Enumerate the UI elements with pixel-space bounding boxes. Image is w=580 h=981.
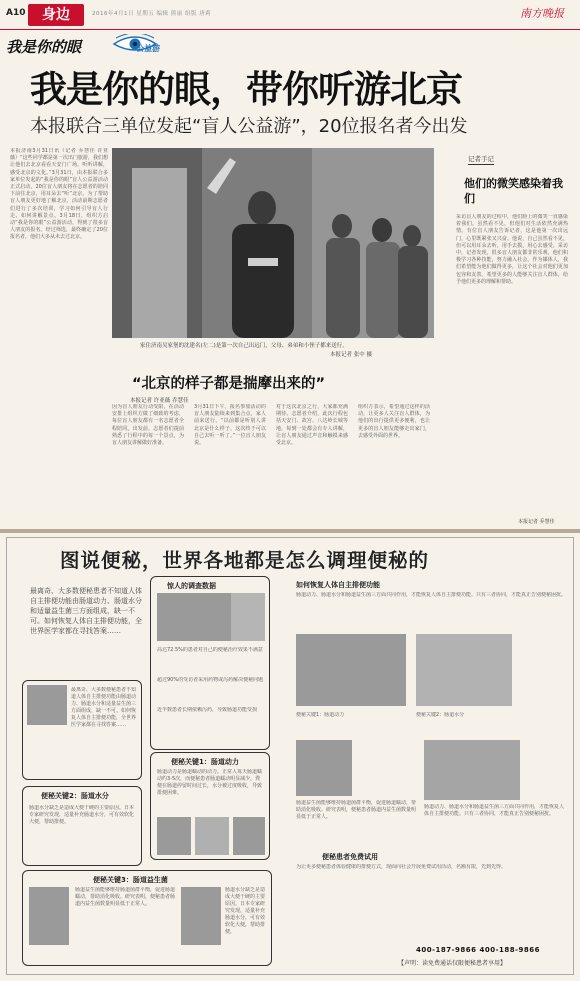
photo-placeholder-art	[112, 148, 434, 338]
restore-title: 如何恢复人体自主排便功能	[296, 581, 380, 589]
expert-photo	[181, 887, 221, 945]
key1-illustration	[157, 817, 191, 855]
story-body-column: 本报济南3月31日讯（记者 乔慧佳 许亚薇）“这些同学都是第一次出门旅游，我们想让他们去北京看看天安门广场，听听讲解，感受北京的文化。”3月31日，由本报联合多家单位发起的“我是你的眼”盲人公益游活动正式启动，20位盲人朋友将在志愿者的陪同下前往北京，用耳朵去“听”北京。为了帮助盲人朋友更好地了解北京，活动前期志愿者们进行了多次培训，学习如何引导盲人行走、如何讲解景点。3月18日，组织方启动“我是你的眼”公益游活动，得到了很多盲人朋友的报名。经过筛选，最终确定了20位报名者，他们大多从未去过北京。	[10, 148, 108, 241]
key2-box	[22, 786, 142, 866]
disclaimer-notice: 【声明：读免费通话仅限便秘患者享用】	[398, 960, 507, 967]
survey-item: 高达72.5%的患者对自己的便秘治疗效果不满意	[157, 647, 263, 653]
byline: 本报记者 许亚薇 乔慧佳	[130, 398, 189, 404]
column-tag: 公益游	[136, 44, 160, 53]
survey-title: 惊人的调查数据	[167, 582, 216, 590]
news-photo	[112, 148, 434, 338]
key1-text: 肠道动力是肠道蠕动的动力。正常人每天肠道蠕动约3-5次，而便秘患者肠道蠕动明显减少，粪便在肠道停留时间过长，水分被过度吸收，导致排便困难。	[157, 769, 263, 796]
key3-title: 便秘关键3：肠道益生菌	[93, 876, 168, 884]
story-column: 对于这次北京之行，大家都充满期待。志愿者介绍，此次行程包括天安门、故宫、八达岭长城等地，每到一处都会有专人讲解，让盲人朋友通过声音和触摸来感受北京。	[276, 404, 348, 447]
section-divider	[0, 529, 580, 533]
restore-text: 肠道动力、肠道水分和肠道益生菌三方面共同作用，才能恢复人体自主排便功能。只有三者协同，才能真正告别便秘困扰。	[296, 592, 566, 598]
key1-title: 便秘关键1：肠道动力	[171, 758, 239, 766]
product-photo	[424, 740, 520, 800]
feature-headline: 图说便秘，世界各地都是怎么调理便秘的	[60, 549, 430, 572]
survey-photo	[157, 593, 231, 641]
key1-illustration	[195, 817, 229, 855]
key1-box	[150, 752, 270, 860]
story-lower-columns	[112, 404, 434, 520]
story-column: 3月31日下午，报名参加活动的盲人朋友陆续来到集合点，家人前来送行。“以前都是听别人讲北京是什么样子，这次终于可以自己去听一听了。”一位盲人朋友说。	[194, 404, 266, 447]
page-number: A10	[6, 8, 26, 18]
story-box	[22, 680, 142, 780]
notebook-label: 记者手记	[468, 155, 494, 163]
hotline-number: 400-187-9866 400-188-9866	[416, 946, 540, 954]
column-logo: 我是你的眼	[6, 38, 82, 56]
key3-text-secondary: 肠道水分缺乏是造成大便干硬的主要原因。日本专家研究发现，适量补充肠道水分，可有效软化大便，帮助排便。	[225, 887, 266, 935]
person-photo	[27, 685, 67, 725]
main-subhead: 本报联合三单位发起“盲人公益游”，20位报名者今出发	[30, 116, 468, 137]
survey-box	[150, 576, 270, 750]
feature-intro: 最离奇、大多数便秘患者不知道人体自主排便功能由肠道动力、肠道水分和适量益生菌三方面组成，缺一不可。如何恢复人体自主排便功能，全世界医学家都在寻找答案……	[30, 587, 142, 635]
xray-image	[416, 634, 512, 706]
key2-text: 肠道水分缺乏是造成大便干硬的主要原因。日本专家研究发现，适量补充肠道水分，可有效软化大便，帮助排便。	[29, 805, 135, 825]
quote-headline: “北京的样子都是揣摩出来的”	[132, 376, 326, 392]
trial-title: 便秘患者免费试用	[322, 853, 378, 861]
key1-illustration	[233, 817, 265, 855]
header-meta: 2016年4月1日 星期五 编辑 熊丽 组版 唐莉	[92, 11, 212, 17]
header-rule	[0, 29, 580, 30]
xray-image	[296, 634, 406, 706]
notebook-body: 采访盲人朋友的过程中，他们脸上的微笑一直感染着我们。虽然看不见，但他们对生活依然充满热情。有位盲人朋友告诉记者，这是他第一次出远门，心里既紧张又兴奋。他说，自己虽然看不见，但可以用耳朵去听，用手去摸，用心去感受。采访中，记者发现，很多盲人朋友都非常乐观，他们积极学习各种技能，努力融入社会。作为媒体人，我们希望能为他们做得更多，让这个社会对他们更加包容和友善。希望更多的人能够关注盲人群体，给予他们更多的理解和帮助。	[456, 214, 568, 285]
section-tab: 身边	[28, 4, 84, 26]
image-caption: 便秘关键2：肠道水分	[416, 712, 465, 718]
masthead-logo: 南方晚报	[520, 7, 564, 20]
survey-item: 超过90%的受访者采用药物或泻药解决便秘问题	[157, 677, 264, 683]
key3-box	[22, 870, 272, 966]
expert-photo	[29, 887, 69, 945]
notebook-title: 他们的微笑感染着我们	[464, 177, 563, 205]
main-headline: 我是你的眼，带你听游北京	[30, 68, 462, 111]
key3-text: 肠道益生菌能够维持肠道菌群平衡，促进肠道蠕动，帮助消化吸收。研究表明，便秘患者肠道内益生菌数量明显低于正常人。	[75, 887, 175, 907]
story-column: 组织方表示，希望通过这样的活动，让更多人关注盲人群体，为他们的出行提供更多便利，也让更多的盲人朋友能够走出家门，去感受外面的世界。	[358, 404, 430, 439]
photo-caption: 家住济南吴家堡的沈建名(左二)是第一次自己出远门，父母、弟弟和小侄子都来送行。	[140, 343, 348, 349]
research-text: 肠道益生菌能够维持肠道菌群平衡，促进肠道蠕动，帮助消化吸收。研究表明，便秘患者肠道内益生菌数量明显低于正常人。	[296, 800, 416, 820]
product-text: 肠道动力、肠道水分和肠道益生菌三方面共同作用，才能恢复人体自主排便功能。只有三者协同，才能真正告别便秘困扰。	[424, 804, 564, 817]
trial-text: 为让更多便秘患者体验健康的排便方式，现面向社会开展免费试用活动，名额有限，先到先得。	[296, 864, 507, 870]
story-box-text: 最离奇、大多数便秘患者不知道人体自主排便功能由肠道动力、肠道水分和适量益生菌三方面组成，缺一不可。如何恢复人体自主排便功能，全世界医学家都在寻找答案……	[71, 687, 137, 728]
page-header	[0, 0, 580, 30]
story-column: 因为盲人朋友行动受限，在活动安排上组织方做了细致的考虑，每位盲人朋友都有一名志愿者全程陪同。出发前，志愿者们提前熟悉了行程中的每一个景点，为盲人朋友讲解做好准备。	[112, 404, 184, 447]
photo-credit: 本报记者 张中 摄	[330, 352, 372, 358]
research-photo	[296, 740, 352, 796]
survey-chart-image	[231, 593, 265, 641]
reporter-notebook	[446, 148, 574, 528]
survey-item: 近半数患者长期依赖泻药，导致肠道功能受损	[157, 707, 258, 713]
notebook-signature: 本报记者 乔慧佳	[518, 519, 555, 525]
key2-title: 便秘关键2：肠道水分	[41, 792, 109, 800]
image-caption: 便秘关键1：肠道动力	[296, 712, 345, 718]
